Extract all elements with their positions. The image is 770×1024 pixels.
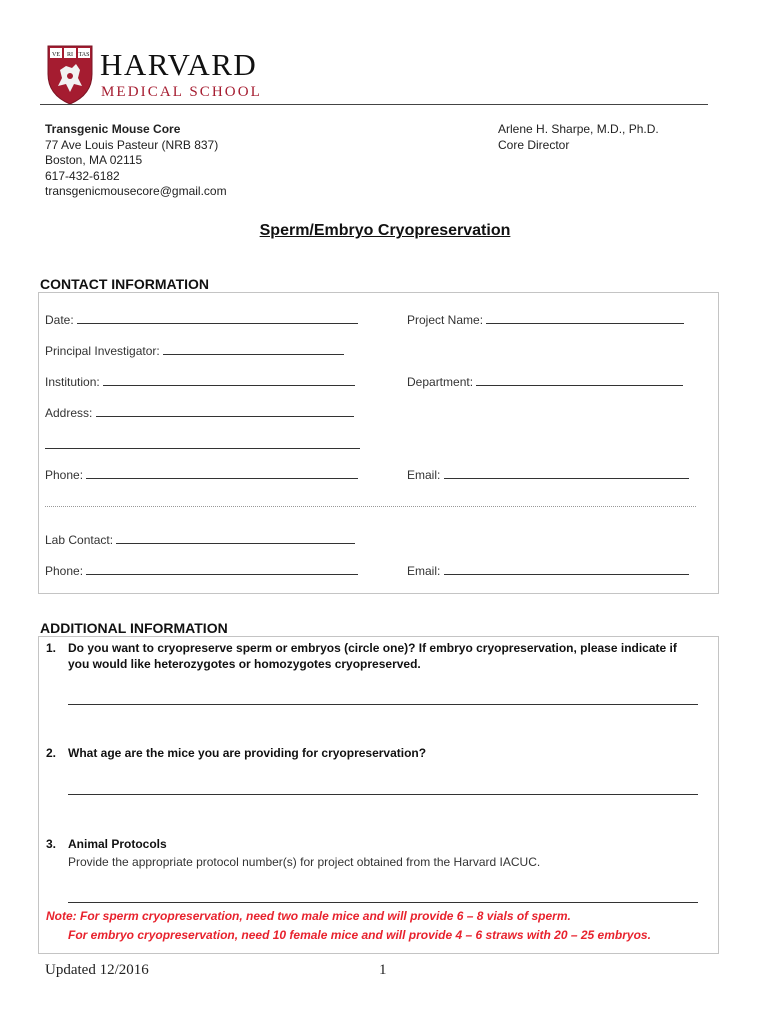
- phone-input-line[interactable]: [86, 468, 358, 479]
- contact-box: [38, 292, 719, 594]
- note-sperm: Note: For sperm cryopreservation, need two male mice and will provide 6 – 8 vials of sperm.: [46, 909, 571, 923]
- core-street: 77 Ave Louis Pasteur (NRB 837): [45, 137, 219, 152]
- shield-text-ri: RI: [67, 52, 73, 58]
- lab-email-label: Email:: [407, 564, 441, 578]
- core-city: Boston, MA 02115: [45, 153, 143, 167]
- director-title: Core Director: [498, 137, 570, 152]
- institution-input-line[interactable]: [103, 375, 355, 386]
- question-3-text: Animal Protocols: [68, 837, 167, 851]
- date-input-line[interactable]: [77, 313, 358, 324]
- phone-label: Phone:: [45, 468, 84, 482]
- department-label: Department:: [407, 375, 474, 389]
- lab-phone-field[interactable]: [45, 564, 358, 578]
- email-input-line[interactable]: [444, 468, 689, 479]
- director-name: Arlene H. Sharpe, M.D., Ph.D.: [498, 122, 659, 136]
- department-input-line[interactable]: [476, 375, 683, 386]
- additional-box: [38, 636, 719, 954]
- core-phone: 617-432-6182: [45, 168, 120, 183]
- department-field[interactable]: [407, 375, 683, 389]
- project-name-input-line[interactable]: [486, 313, 684, 324]
- question-3-instructions: Provide the appropriate protocol number(s) for project obtained from the Harvard IACUC.: [68, 855, 541, 869]
- pi-input-line[interactable]: [163, 344, 344, 355]
- answer-2-line[interactable]: [68, 794, 698, 795]
- institution-label: Institution:: [45, 375, 100, 389]
- logo-subtitle: MEDICAL SCHOOL: [101, 84, 262, 100]
- contact-separator: [45, 506, 696, 507]
- answer-1-line[interactable]: [68, 704, 698, 705]
- question-1-number: 1.: [46, 641, 57, 655]
- project-name-label: Project Name:: [407, 313, 484, 327]
- answer-3-line[interactable]: [68, 902, 698, 903]
- header-divider: [40, 104, 708, 105]
- project-name-field[interactable]: [407, 313, 684, 327]
- lab-phone-label: Phone:: [45, 564, 84, 578]
- address-label: Address:: [45, 406, 93, 420]
- question-1-line-2: you would like heterozygotes or homozygotes cryopreserved.: [68, 656, 421, 671]
- core-name: Transgenic Mouse Core: [45, 122, 181, 136]
- email-field[interactable]: [407, 468, 689, 482]
- shield-text-tas: TAS: [78, 52, 90, 58]
- email-label: Email:: [407, 468, 441, 482]
- pi-label: Principal Investigator:: [45, 344, 160, 358]
- lab-phone-input-line[interactable]: [86, 564, 358, 575]
- director-block: [498, 122, 659, 153]
- logo-wordmark: HARVARD: [100, 47, 258, 82]
- harvard-shield-logo: [46, 44, 94, 106]
- institution-field[interactable]: [45, 375, 355, 389]
- footer-updated: Updated 12/2016: [45, 962, 149, 978]
- shield-text-ve: VE: [52, 52, 60, 58]
- lab-contact-field[interactable]: [45, 533, 355, 547]
- note-embryo: For embryo cryopreservation, need 10 female mice and will provide 4 – 6 straws with 20 – 25 embryos.: [68, 928, 651, 942]
- address-line-2[interactable]: [45, 448, 360, 449]
- page-number: 1: [379, 962, 387, 978]
- form-title: Sperm/Embryo Cryopreservation: [259, 222, 511, 239]
- question-2-text: What age are the mice you are providing for cryopreservation?: [68, 746, 427, 760]
- question-1: [46, 641, 718, 672]
- lab-email-input-line[interactable]: [444, 564, 689, 575]
- question-1-line-1: Do you want to cryopreserve sperm or embryos (circle one)? If embryo cryopreservation, please indicate if: [68, 641, 677, 655]
- core-email: transgenicmousecore@gmail.com: [45, 184, 227, 198]
- question-2-number: 2.: [46, 746, 57, 760]
- pi-field[interactable]: [45, 344, 344, 358]
- contact-heading: CONTACT INFORMATION: [40, 276, 210, 292]
- lab-contact-label: Lab Contact:: [45, 533, 114, 547]
- phone-field[interactable]: [45, 468, 358, 482]
- question-2: [46, 746, 426, 762]
- address-input-line[interactable]: [96, 406, 354, 417]
- additional-heading: ADDITIONAL INFORMATION: [40, 620, 228, 636]
- date-label: Date:: [45, 313, 74, 327]
- question-3: [46, 837, 167, 853]
- core-address-block: [45, 122, 227, 200]
- address-field[interactable]: [45, 406, 354, 420]
- question-3-number: 3.: [46, 837, 57, 851]
- lab-contact-input-line[interactable]: [116, 533, 355, 544]
- date-field[interactable]: [45, 313, 358, 327]
- lab-email-field[interactable]: [407, 564, 689, 578]
